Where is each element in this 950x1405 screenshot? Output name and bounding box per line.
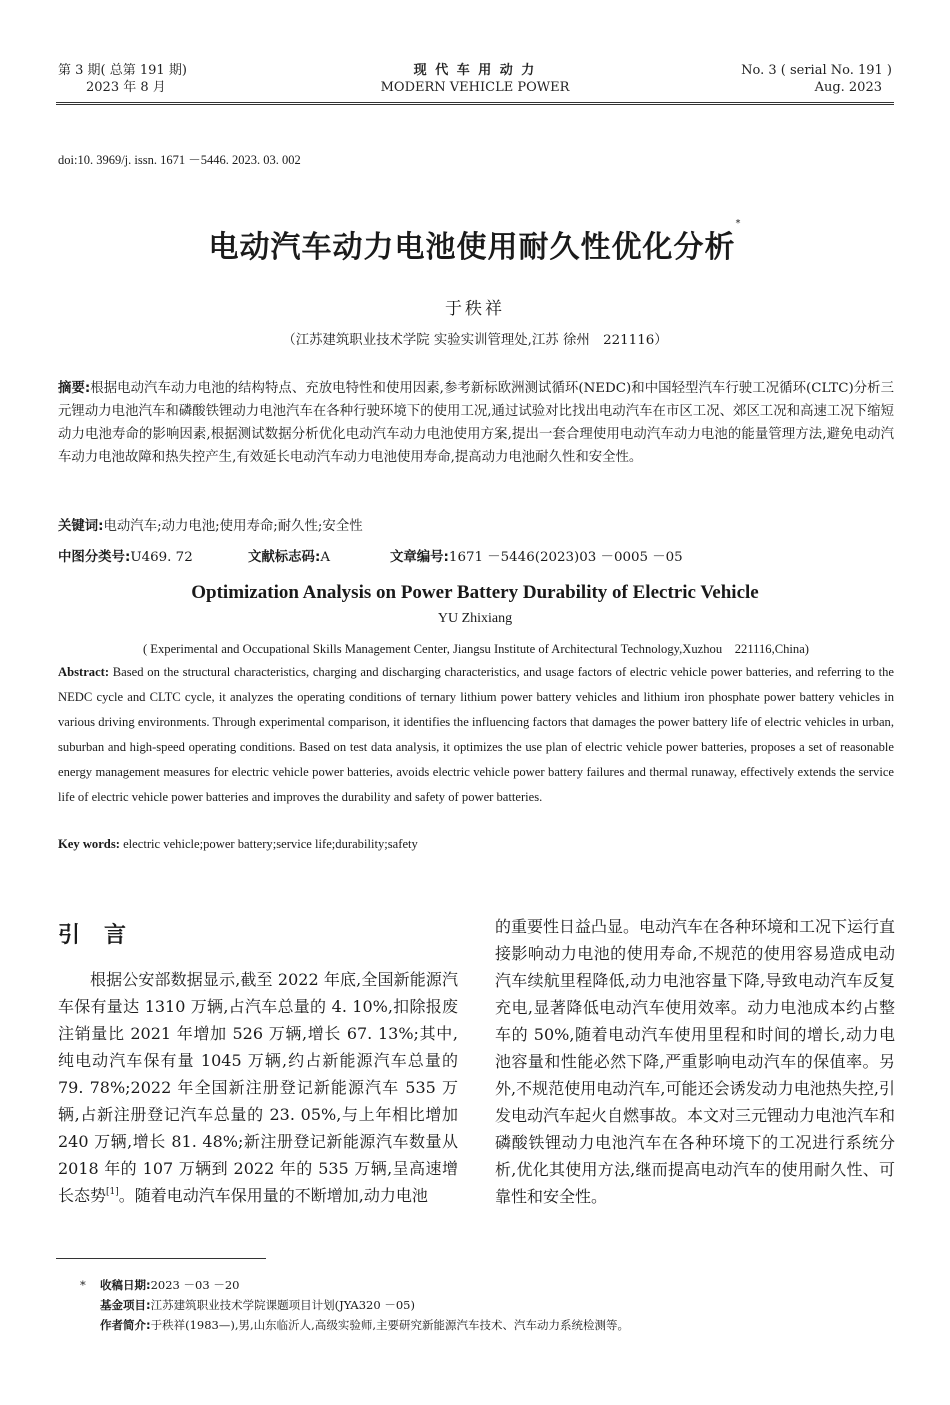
bio-label: 作者简介: xyxy=(100,1318,151,1332)
bio-value: 于秩祥(1983—),男,山东临沂人,高级实验师,主要研究新能源汽车技术、汽车动力系统检测等。 xyxy=(150,1318,629,1332)
author: 于秩祥 xyxy=(445,299,505,319)
body-right-column: 的重要性日益凸显。电动汽车在各种环境和工况下运行直接影响动力电池的使用寿命,不规范的使用容易造成电动汽车续航里程降低,动力电池容量下降,导致电动汽车反复充电,显著降低电动汽车使用效率。动力电池成本约占整车的 50%,随着电动汽车使用里程和时间的增长,动力电池容量和性能必然下降,严重影响电动汽车的保值率。另外,不规范使用电动汽车,可能还会诱发动力电池热失控,引发电动汽车起火自燃事故。本文对三元锂动力电池汽车和磷酸铁锂动力电池汽车在各种环境下的工况进行系统分析,优化其使用方法,继而提高电动汽车的使用耐久性、可靠性和安全性。 xyxy=(495,917,896,1206)
footnote-fund xyxy=(80,1295,894,1315)
body-left-text: 根据公安部数据显示,截至 2022 年底,全国新能源汽车保有量达 1310 万辆,占汽车总量的 4. 10%,扣除报废注销量比 2021 年增加 526 万辆,增长 67. 13%;其中,纯电动汽车保有量 1045 万辆,约占新能源汽车总量的 79. 78%;2022 年全国新注册登记新能源汽车 535 万辆,占新注册登记汽车总量的 23. 05%,与上年相比增加 240 万辆,增长 81. 48%;新注册登记新能源汽车数量从 2018 年的 107 万辆到 2022 年的 535 万辆,呈高速增长态势 xyxy=(58,970,458,1205)
keywords-cn-text: 电动汽车;动力电池;使用寿命;耐久性;安全性 xyxy=(103,519,363,534)
issue-number-en: No. 3 ( serial No. 191 ) xyxy=(741,63,892,78)
abstract-cn-label: 摘要: xyxy=(58,381,91,396)
issue-info xyxy=(58,62,187,96)
section-heading: 引言 xyxy=(58,923,151,948)
journal-name xyxy=(350,62,600,96)
received-label: 收稿日期: xyxy=(100,1278,151,1292)
clc-number xyxy=(58,549,193,567)
doc-code-label: 文献标志码: xyxy=(248,550,321,565)
keywords-en-text: electric vehicle;power battery;service life;durability;safety xyxy=(123,837,418,851)
fund-label: 基金项目: xyxy=(100,1298,151,1312)
abstract-en-label: Abstract: xyxy=(58,665,110,679)
issue-info-en xyxy=(741,62,892,96)
clc-label: 中图分类号: xyxy=(58,550,131,565)
keywords-en xyxy=(58,837,418,852)
issue-number: 第 3 期( 总第 191 期) xyxy=(58,63,187,78)
clc-value: U469. 72 xyxy=(130,550,193,565)
affiliation-en: ( Experimental and Occupational Skills Management Center, Jiangsu Institute of Architectural Technology,Xuzhou 221116,China) xyxy=(142,642,810,656)
body-left-column xyxy=(58,966,458,1209)
issue-date: 2023 年 8 月 xyxy=(86,80,166,95)
footnote-star: * xyxy=(80,1278,86,1292)
footnote-bio xyxy=(80,1315,894,1335)
footnote-received xyxy=(80,1275,894,1295)
abstract-cn-text: 根据电动汽车动力电池的结构特点、充放电特性和使用因素,参考新标欧洲测试循环(NEDC)和中国轻型汽车行驶工况循环(CLTC)分析三元锂动力电池汽车和磷酸铁锂动力电池汽车在各种行驶环境下的使用工况,通过试验对比找出电动汽车在市区工况、郊区工况和高速工况下缩短动力电池寿命的影响因素,根据测试数据分析优化电动汽车动力电池使用方案,提出一套合理使用电动汽车动力电池的能量管理方法,避免电动汽车动力电池故障和热失控产生,有效延长电动汽车动力电池使用寿命,提高动力电池耐久性和安全性。 xyxy=(58,381,894,465)
journal-title-cn: 现 代 车 用 动 力 xyxy=(413,63,537,78)
document-code xyxy=(248,549,330,567)
fund-value: 江苏建筑职业技术学院课题项目计划(JYA320 －05) xyxy=(150,1298,415,1312)
citation-ref: [1] xyxy=(106,1187,119,1197)
issue-date-en: Aug. 2023 xyxy=(814,80,882,95)
abstract-en xyxy=(58,660,894,809)
article-number xyxy=(390,549,683,567)
doc-code-value: A xyxy=(320,550,330,565)
keywords-cn-label: 关键词: xyxy=(58,519,104,534)
keywords-en-label: Key words: xyxy=(58,837,120,851)
paper-title-en: Optimization Analysis on Power Battery Durability of Electric Vehicle xyxy=(191,582,759,603)
abstract-en-text: Based on the structural characteristics, charging and discharging characteristics, and usage factors of electric vehicle power batteries, and referring to the NEDC cycle and CLTC cycle, it analyzes the operating conditions of ternary lithium power battery vehicles and lithium iron phosphate power battery vehicles in various driving environments. Through experimental comparison, it identifies the influencing factors that damages the power battery life of electric vehicles in urban, suburban and high-speed operating conditions. Based on test data analysis, it optimizes the use plan of electric vehicle power batteries, proposes a set of reasonable energy management measures for electric vehicle power batteries, avoids electric vehicle power battery failures and thermal runaway, effectively extends the service life of electric vehicle power batteries and improves the durability and safety of power batteries. xyxy=(58,665,894,804)
affiliation: （江苏建筑职业技术学院 实验实训管理处,江苏 徐州 221116） xyxy=(282,333,668,348)
title-footnote-mark: * xyxy=(735,218,742,229)
header-rule xyxy=(56,102,894,103)
header-rule-thin xyxy=(56,104,894,105)
journal-title-en: MODERN VEHICLE POWER xyxy=(380,80,570,95)
article-number-value: 1671 －5446(2023)03 －0005 －05 xyxy=(448,550,683,565)
keywords-cn xyxy=(58,518,363,536)
body-left-tail: 。随着电动汽车保用量的不断增加,动力电池 xyxy=(118,1186,428,1205)
doi: doi:10. 3969/j. issn. 1671 －5446. 2023. 03. 002 xyxy=(58,153,301,167)
article-number-label: 文章编号: xyxy=(390,550,449,565)
paper-title xyxy=(0,218,950,266)
footnotes xyxy=(80,1275,894,1335)
paper-title-text: 电动汽车动力电池使用耐久性优化分析 xyxy=(208,230,736,265)
received-value: 2023 －03 －20 xyxy=(150,1278,240,1292)
abstract-cn xyxy=(58,377,894,469)
author-en: YU Zhixiang xyxy=(437,611,513,626)
footnote-rule xyxy=(56,1258,266,1259)
